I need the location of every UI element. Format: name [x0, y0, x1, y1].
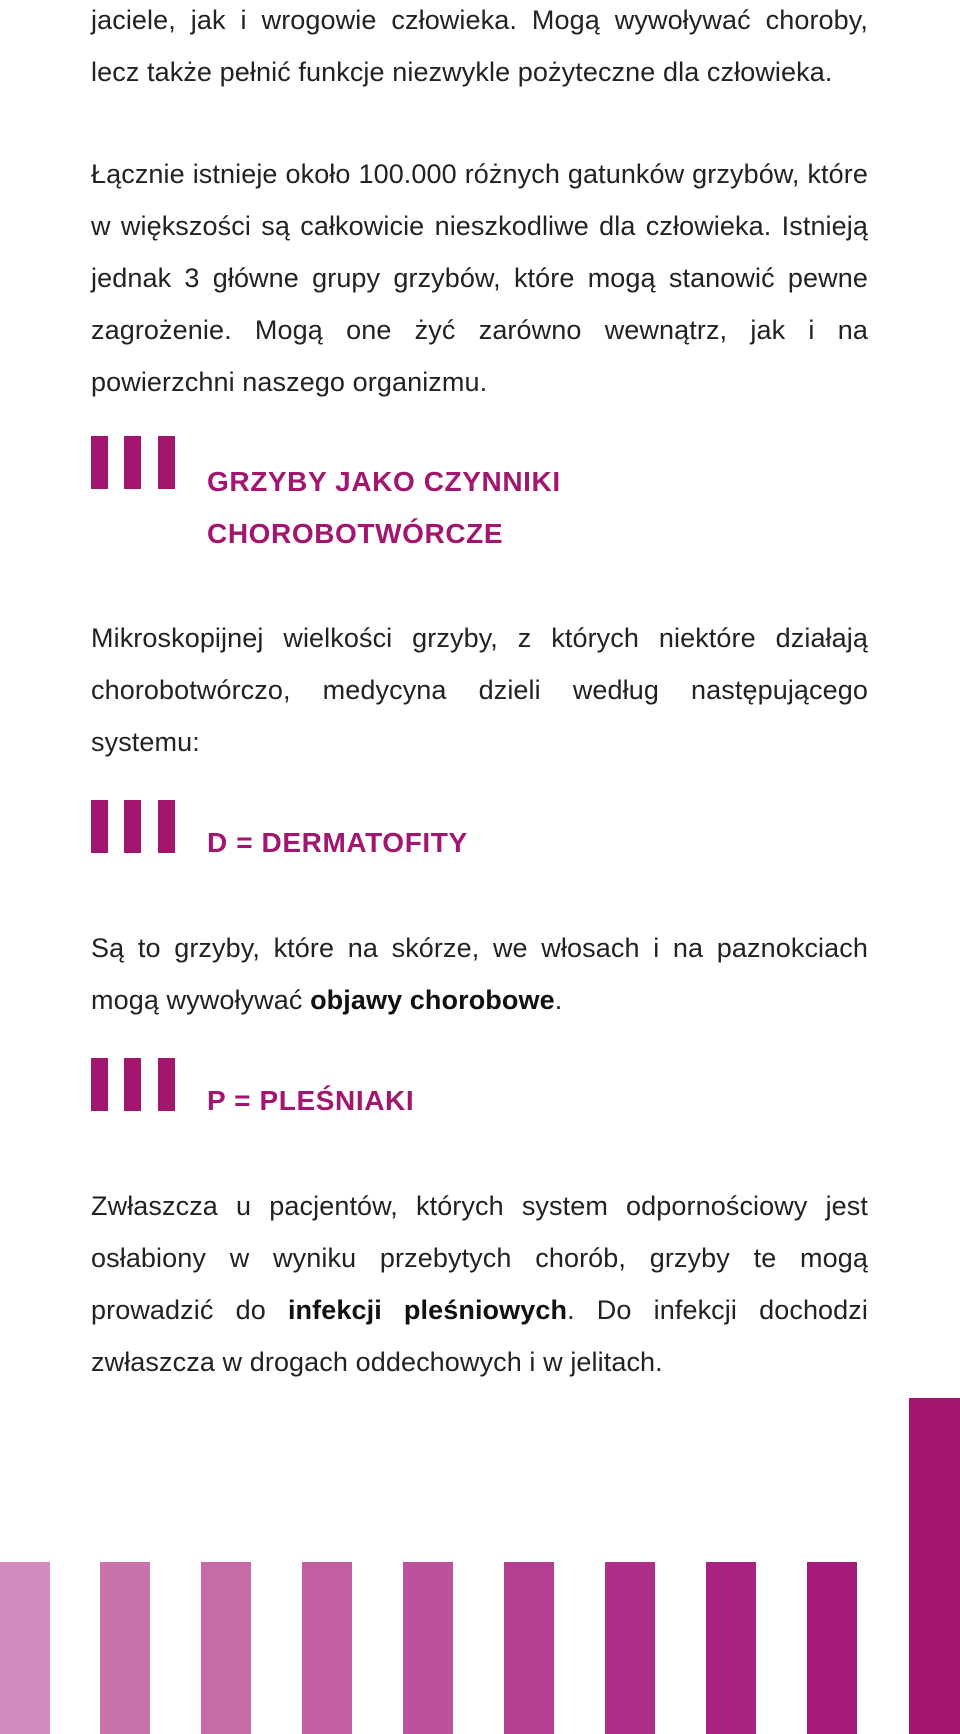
- three-bars-icon: [91, 1058, 175, 1111]
- decorative-stripe: [403, 1562, 453, 1734]
- heading-dermatophytes: D = DERMATOFITY: [207, 827, 468, 858]
- decorative-stripe: [302, 1562, 352, 1734]
- three-bars-icon: [91, 436, 175, 489]
- paragraph-intro-tail: jaciele, jak i wrogowie człowieka. Mogą wywoływać choroby, lecz także pełnić funkcje niezwykle pożyteczne dla człowieka.: [91, 5, 868, 87]
- decorative-stripe: [605, 1562, 655, 1734]
- heading-pathogens: [207, 456, 561, 560]
- heading-pathogens-line1: GRZYBY JAKO CZYNNIKI: [207, 466, 561, 497]
- dermatophytes-text-end: .: [554, 985, 563, 1015]
- decorative-stripe: [0, 1562, 50, 1734]
- dermatophytes-bold-text: objawy chorobowe: [310, 985, 555, 1015]
- decorative-stripes: [0, 1562, 960, 1734]
- paragraph-dermatophytes: [91, 922, 868, 1026]
- decorative-side-bar: [909, 1398, 960, 1734]
- three-bars-icon: [91, 800, 175, 853]
- decorative-stripe: [504, 1562, 554, 1734]
- heading-molds: P = PLEŚNIAKI: [207, 1085, 415, 1116]
- decorative-stripe: [807, 1562, 857, 1734]
- heading-pathogens-line2: CHOROBOTWÓRCZE: [207, 518, 504, 549]
- paragraph-classification-system: Mikroskopijnej wielkości grzyby, z których niektóre działają chorobotwórczo, medycyna dzieli według następującego systemu:: [91, 623, 868, 757]
- molds-text: Zwłaszcza u pacjentów, których system odpornościowy jest osłabiony w wyniku przebytych chorób, grzyby te mogą prowadzić do: [91, 1191, 868, 1325]
- decorative-stripe: [706, 1562, 756, 1734]
- decorative-stripe: [201, 1562, 251, 1734]
- dermatophytes-text: Są to grzyby, które na skórze, we włosach i na paznokciach mogą wywoływać: [91, 933, 868, 1015]
- molds-bold-text: infekcji pleśniowych: [287, 1295, 568, 1325]
- paragraph-molds: [91, 1180, 868, 1388]
- paragraph-fungi-groups: Łącznie istnieje około 100.000 różnych gatunków grzybów, które w większości są całkowicie nieszkodliwe dla człowieka. Istnieją jednak 3 główne grupy grzybów, które mogą stanowić pewne zagrożenie. Mogą one żyć zarówno wewnątrz, jak i na powierzchni naszego organizmu.: [91, 159, 868, 397]
- molds-text-end: . Do infekcji dochodzi zwłaszcza w drogach oddechowych i w jelitach.: [91, 1295, 868, 1377]
- decorative-stripe: [100, 1562, 150, 1734]
